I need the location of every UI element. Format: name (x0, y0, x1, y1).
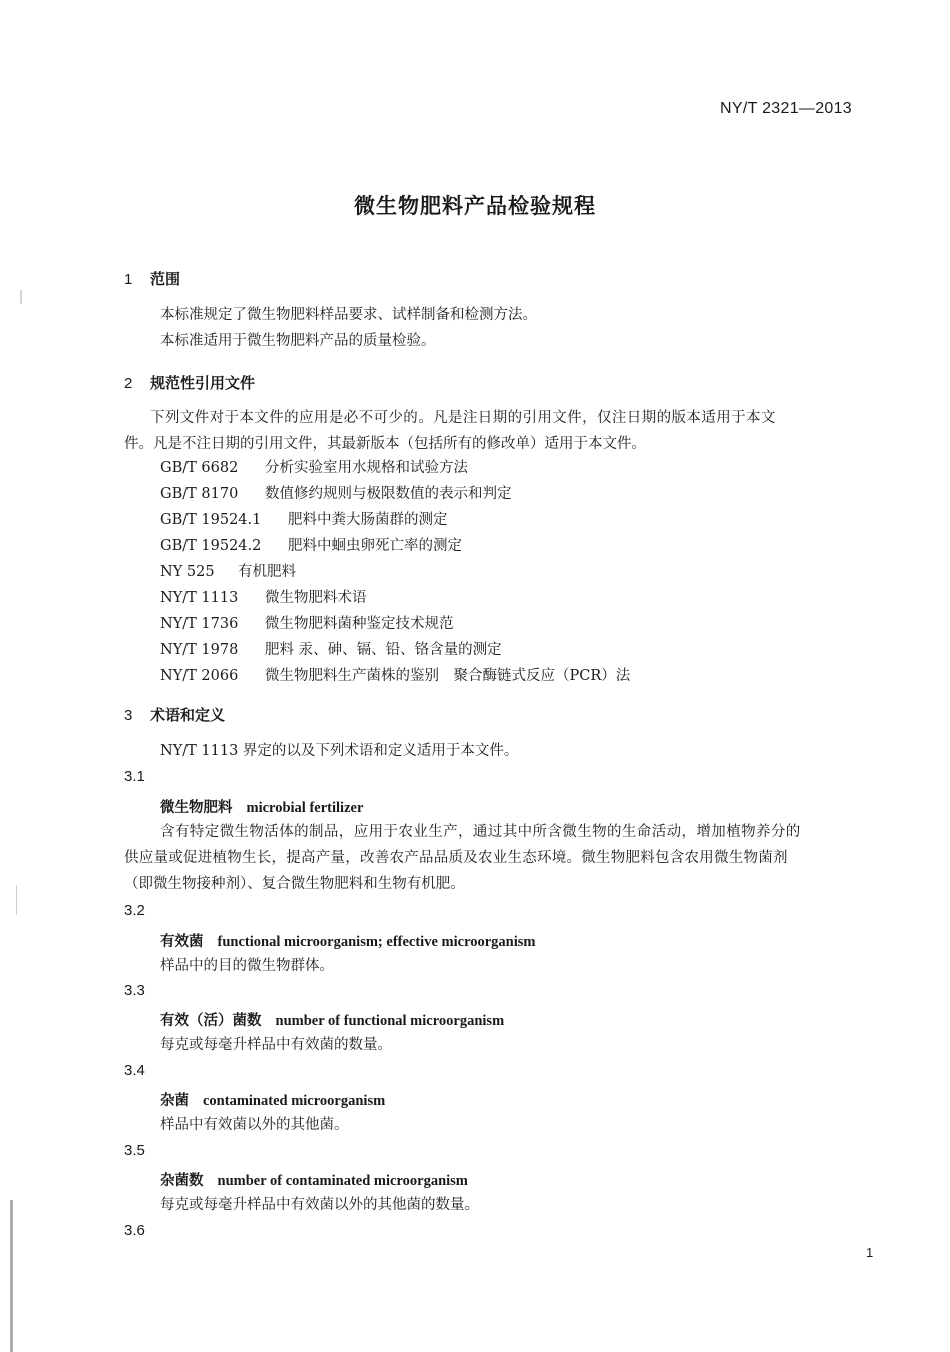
term-en: functional microorganism; effective microorganism (217, 934, 536, 950)
definition: 含有特定微生物活体的制品，应用于农业生产，通过其中所含微生物的生命活动，增加植物养分的 (160, 824, 801, 840)
reference-code: GB/T 8170 (160, 486, 239, 502)
reference-title: 肥料 汞、砷、镉、铅、铬含量的测定 (265, 642, 502, 658)
paragraph: NY/T 1113 界定的以及下列术语和定义适用于本文件。 (160, 743, 519, 759)
term-number: 3.1 (124, 768, 145, 785)
term-number: 3.6 (124, 1222, 145, 1239)
reference-item (160, 611, 630, 637)
term-zh: 杂菌 (160, 1093, 189, 1109)
term-en: number of functional microorganism (275, 1013, 505, 1029)
reference-item (160, 507, 630, 533)
standard-code: NY/T 2321—2013 (720, 100, 852, 117)
reference-code: NY/T 1113 (160, 590, 239, 606)
section-number: 3 (124, 707, 133, 724)
paragraph: 本标准适用于微生物肥料产品的质量检验。 (160, 333, 436, 349)
term-en: number of contaminated microorganism (217, 1173, 468, 1189)
reference-item (160, 663, 630, 689)
section-number: 2 (124, 375, 133, 392)
reference-title: 肥料中粪大肠菌群的测定 (288, 512, 448, 528)
reference-item (160, 637, 630, 663)
section-3-heading (124, 704, 225, 725)
reference-title: 肥料中蛔虫卵死亡率的测定 (288, 538, 462, 554)
term-en: contaminated microorganism (203, 1093, 386, 1109)
term-zh: 有效（活）菌数 (160, 1013, 262, 1029)
term-en: microbial fertilizer (246, 800, 364, 816)
scan-mark (16, 885, 17, 915)
page-number: 1 (866, 1245, 874, 1260)
definition: 每克或每毫升样品中有效菌的数量。 (160, 1037, 392, 1053)
paragraph: 下列文件对于本文件的应用是必不可少的。凡是注日期的引用文件，仅注日期的版本适用于本文 (150, 410, 776, 426)
reference-list (160, 455, 630, 689)
section-title: 术语和定义 (150, 706, 226, 724)
paragraph: 件。凡是不注日期的引用文件，其最新版本（包括所有的修改单）适用于本文件。 (124, 436, 646, 452)
reference-title: 分析实验室用水规格和试验方法 (265, 460, 468, 476)
page-title: 微生物肥料产品检验规程 (354, 194, 596, 218)
section-1-heading (124, 268, 180, 289)
section-title: 规范性引用文件 (150, 374, 256, 392)
reference-item (160, 559, 630, 585)
section-2-heading (124, 372, 255, 393)
term-zh: 有效菌 (160, 934, 204, 950)
term-number: 3.4 (124, 1062, 145, 1079)
scan-mark (20, 290, 22, 304)
definition: 样品中有效菌以外的其他菌。 (160, 1117, 349, 1133)
reference-item (160, 585, 630, 611)
scan-mark (10, 1200, 13, 1352)
definition: 每克或每毫升样品中有效菌以外的其他菌的数量。 (160, 1197, 479, 1213)
reference-code: GB/T 19524.2 (160, 538, 262, 554)
term-number: 3.2 (124, 902, 145, 919)
reference-item (160, 533, 630, 559)
term-heading (160, 1169, 468, 1190)
term-heading (160, 930, 536, 951)
reference-title: 有机肥料 (238, 564, 296, 580)
definition: （即微生物接种剂）、复合微生物肥料和生物有机肥。 (124, 876, 465, 892)
reference-code: GB/T 6682 (160, 460, 239, 476)
reference-code: NY/T 1978 (160, 642, 239, 658)
term-zh: 微生物肥料 (160, 800, 233, 816)
term-heading (160, 1009, 504, 1030)
term-number: 3.3 (124, 982, 145, 999)
term-number: 3.5 (124, 1142, 145, 1159)
reference-title: 微生物肥料术语 (265, 590, 367, 606)
reference-code: GB/T 19524.1 (160, 512, 262, 528)
reference-item (160, 481, 630, 507)
reference-code: NY 525 (160, 564, 215, 580)
section-number: 1 (124, 271, 133, 288)
definition: 样品中的目的微生物群体。 (160, 958, 334, 974)
term-zh: 杂菌数 (160, 1173, 204, 1189)
reference-code: NY/T 1736 (160, 616, 239, 632)
term-heading (160, 1089, 385, 1110)
reference-code: NY/T 2066 (160, 668, 239, 684)
reference-item (160, 455, 630, 481)
paragraph: 本标准规定了微生物肥料样品要求、试样制备和检测方法。 (160, 307, 537, 323)
reference-title: 微生物肥料菌种鉴定技术规范 (265, 616, 454, 632)
reference-title: 微生物肥料生产菌株的鉴别 聚合酶链式反应（PCR）法 (265, 668, 631, 684)
section-title: 范围 (150, 270, 181, 288)
term-heading (160, 796, 363, 817)
reference-title: 数值修约规则与极限数值的表示和判定 (265, 486, 512, 502)
definition: 供应量或促进植物生长，提高产量，改善农产品品质及农业生态环境。微生物肥料包含农用微生物菌剂 (124, 850, 788, 866)
